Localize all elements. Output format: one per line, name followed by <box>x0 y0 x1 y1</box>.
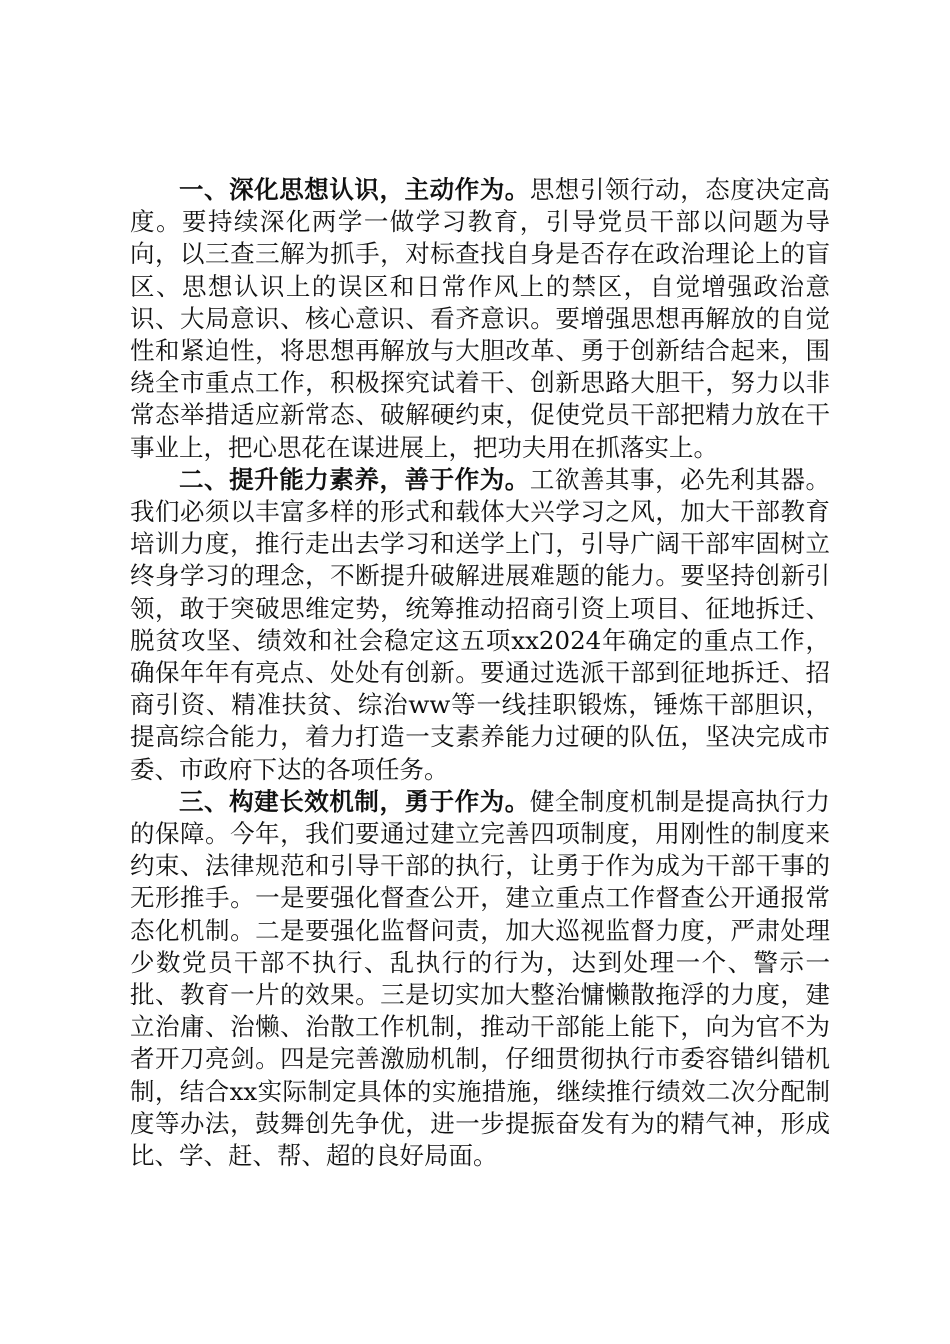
paragraph-3-body: 健全制度机制是提高执行力的保障。今年，我们要通过建立完善四项制度，用刚性的制度来约束、法律规范和引导干部的执行，让勇于作为成为干部干事的无形推手。一是要强化督查公开，建立重点工作督查公开通报常态化机制。二是要强化监督问责，加大巡视监督力度，严肃处理少数党员干部不执行、乱执行的行为，达到处理一个、警示一批、教育一片的效果。三是切实加大整治慵懒散拖浮的力度，建立治庸、治懒、治散工作机制，推动干部能上能下，向为官不为者开刀亮剑。四是完善激励机制，仔细贯彻执行市委容错纠错机制，结合xx实际制定具体的实施措施，继续推行绩效二次分配制度等办法，鼓舞创先争优，进一步提振奋发有为的精气神，形成比、学、赶、帮、超的良好局面。 <box>130 786 831 1171</box>
paragraph-2 <box>130 464 830 786</box>
paragraph-3 <box>130 786 830 1172</box>
document-page <box>130 174 830 1172</box>
paragraph-1-body: 思想引领行动，态度决定高度。要持续深化两学一做学习教育，引导党员干部以问题为导向，以三查三解为抓手，对标查找自身是否存在政治理论上的盲区、思想认识上的误区和日常作风上的禁区，自觉增强政治意识、大局意识、核心意识、看齐意识。要增强思想再解放的自觉性和紧迫性，将思想再解放与大胆改革、勇于创新结合起来，围绕全市重点工作，积极探究试着干、创新思路大胆干，努力以非常态举措适应新常态、破解硬约束，促使党员干部把精力放在干事业上，把心思花在谋进展上，把功夫用在抓落实上。 <box>130 175 831 462</box>
paragraph-2-heading: 二、提升能力素养，善于作为。 <box>179 464 530 494</box>
paragraph-3-heading: 三、构建长效机制，勇于作为。 <box>179 786 530 816</box>
paragraph-2-body: 工欲善其事，必先利其器。我们必须以丰富多样的形式和载体大兴学习之风，加大干部教育培训力度，推行走出去学习和送学上门，引导广阔干部牢固树立终身学习的理念，不断提升破解进展难题的能力。要坚持创新引领，敢于突破思维定势，统筹推动招商引资上项目、征地拆迁、脱贫攻坚、绩效和社会稳定这五项xx2024年确定的重点工作，确保年年有亮点、处处有创新。要通过选派干部到征地拆迁、招商引资、精准扶贫、综治ww等一线挂职锻炼，锤炼干部胆识，提高综合能力，着力打造一支素养能力过硬的队伍，坚决完成市委、市政府下达的各项任务。 <box>130 464 831 784</box>
paragraph-1-heading: 一、深化思想认识，主动作为。 <box>179 175 530 204</box>
paragraph-1 <box>130 174 830 464</box>
